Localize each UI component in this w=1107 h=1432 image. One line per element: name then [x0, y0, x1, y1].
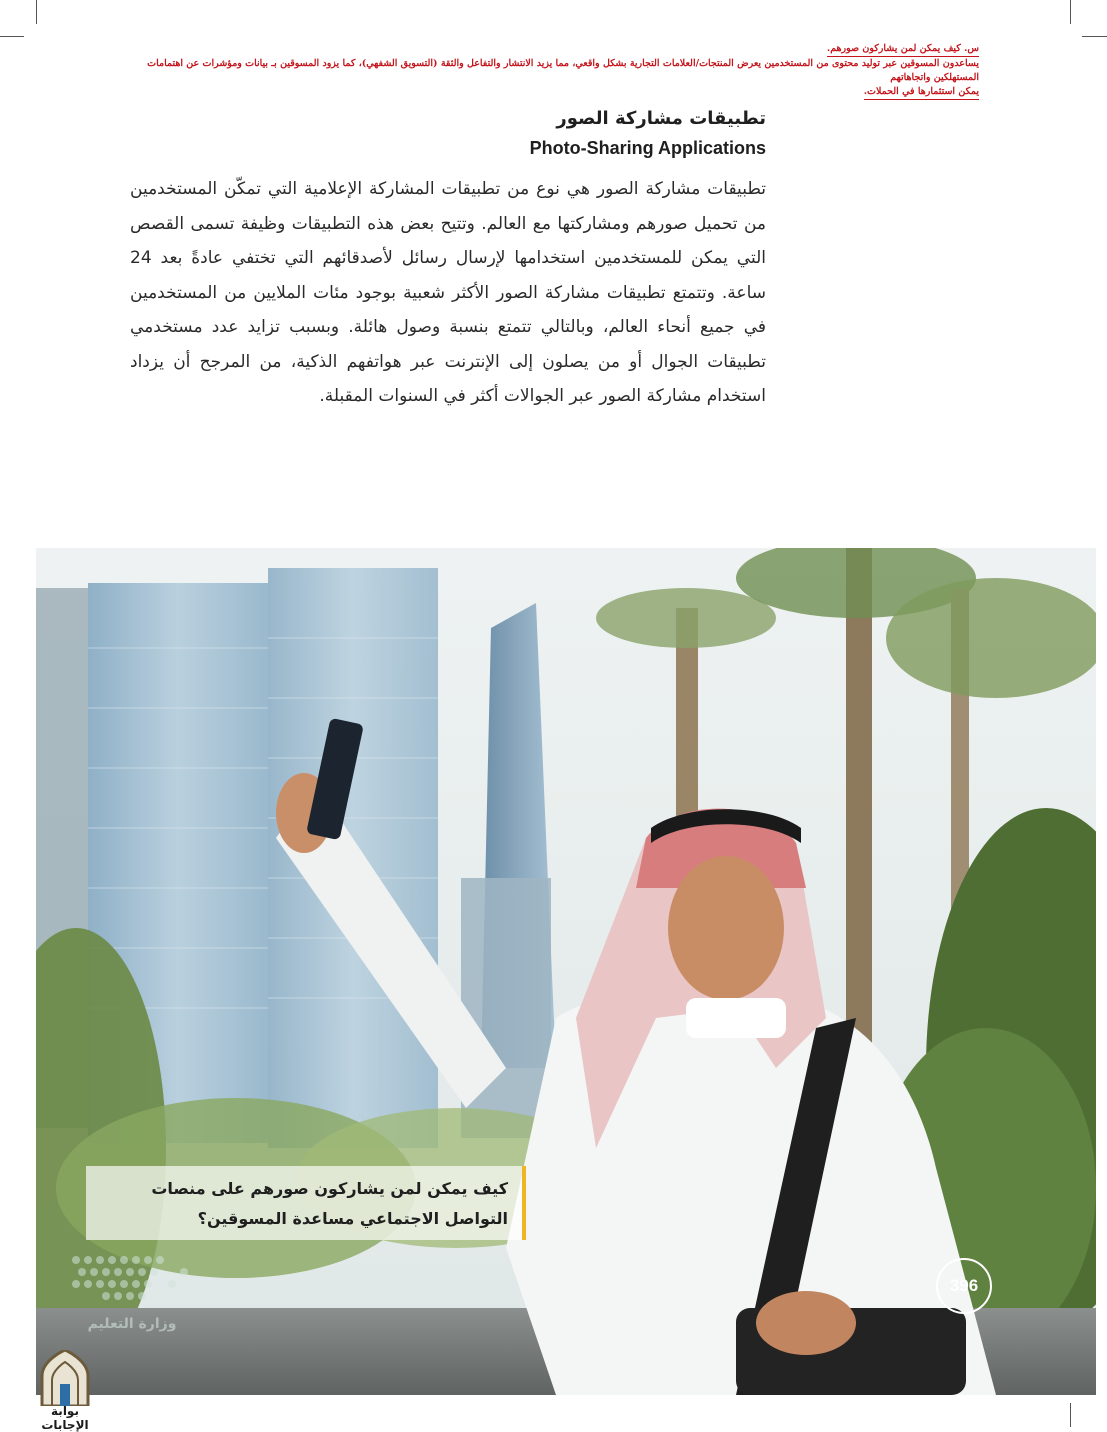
ministry-watermark	[62, 1250, 202, 1340]
photo-caption-line-1: كيف يمكن لمن يشاركون صورهم على منصات	[151, 1179, 508, 1198]
page-number: 396	[936, 1258, 992, 1314]
portal-watermark	[30, 1350, 100, 1432]
answer-note-end: يمكن استثمارها في الحملات.	[864, 85, 979, 100]
mosque-dome-icon	[30, 1350, 100, 1406]
crop-mark-top-right-v	[1070, 0, 1071, 24]
crop-mark-bottom-right-v	[1070, 1403, 1071, 1427]
crop-mark-top-left-h	[0, 36, 24, 37]
answer-note-question: س. كيف يمكن لمن يشاركون صورهم.	[827, 42, 979, 57]
portal-watermark-text: بوابة الإجابات	[41, 1404, 89, 1432]
section-title-english: Photo-Sharing Applications	[529, 138, 766, 158]
photo-caption	[86, 1166, 526, 1240]
crop-mark-top-left-v	[36, 0, 37, 24]
section-paragraph: تطبيقات مشاركة الصور هي نوع من تطبيقات المشاركة الإعلامية التي تمكّن المستخدمين من تحميل صورهم ومشاركتها مع العالم. وتتيح بعض هذه التطبيقات وظيفة تسمى القصص التي يمكن للمستخدمين استخدامها لإرسال رسائل لأصدقائهم التي تختفي عادةً بعد 24 ساعة. وتتمتع تطبيقات مشاركة الصور الأكثر شعبية بوجود مئات الملايين من المستخدمين في جميع أنحاء العالم، وبالتالي تتمتع بنسبة وصول هائلة. وبسبب تزايد عدد مستخدمي تطبيقات الجوال أو من يصلون إلى الإنترنت عبر هواتفهم الذكية، من المرجح أن يزداد استخدام مشاركة الصور عبر الجوالات أكثر في السنوات المقبلة.	[130, 179, 766, 406]
ministry-logo-icon	[66, 1250, 198, 1312]
ministry-watermark-text: وزارة التعليم	[87, 1316, 177, 1332]
answer-note-main: يساعدون المسوقين عبر توليد محتوى من المستخدمين يعرض المنتجات/العلامات التجارية بشكل واقعي، مما يزيد الانتشار والتفاعل والثقة (التسويق الشفهي)، كما يزود المسوقين بـ بيانات ومؤشرات عن اهتمامات المستهلكين واتجاهاتهم	[147, 58, 979, 83]
section-title-arabic: تطبيقات مشاركة الصور	[556, 108, 766, 129]
answer-note	[128, 42, 979, 100]
crop-mark-top-right-h	[1082, 36, 1107, 37]
photo-caption-line-2: التواصل الاجتماعي مساعدة المسوقين؟	[197, 1209, 508, 1228]
